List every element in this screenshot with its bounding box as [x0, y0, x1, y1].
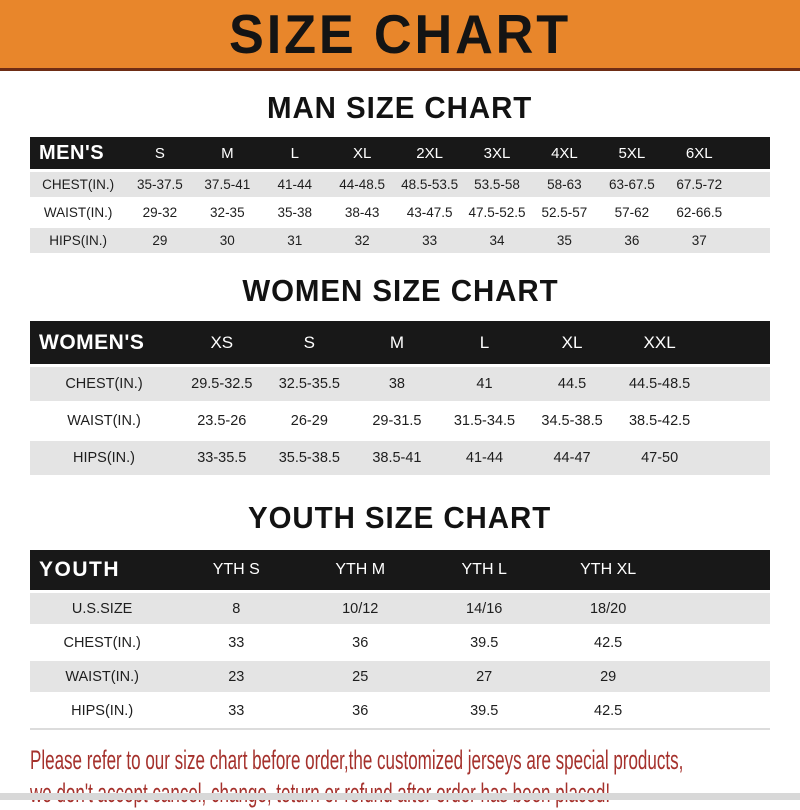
men-size-table — [30, 134, 770, 256]
youth-value-1-3: 42.5 — [546, 627, 670, 658]
women-value-0-1: 32.5-35.5 — [266, 367, 354, 401]
women-value-1-3: 31.5-34.5 — [441, 404, 529, 438]
size-chart-banner — [0, 0, 800, 71]
men-measurement-row-1 — [30, 200, 770, 225]
women-value-0-2: 38 — [353, 367, 441, 401]
men-size-header-4: 2XL — [396, 137, 463, 169]
youth-row-label-0: U.S.SIZE — [30, 593, 174, 624]
women-value-2-1: 35.5-38.5 — [266, 441, 354, 475]
youth-value-3-1: 36 — [298, 695, 422, 726]
men-size-header-1: M — [194, 137, 261, 169]
women-row-spacer-0 — [703, 367, 770, 401]
bottom-edge-strip — [0, 793, 800, 800]
youth-measurement-row-2 — [30, 661, 770, 692]
youth-row-label-1: CHEST(IN.) — [30, 627, 174, 658]
men-value-0-8: 67.5-72 — [666, 172, 733, 197]
youth-measurement-row-1 — [30, 627, 770, 658]
youth-size-header-0: YTH S — [174, 550, 298, 590]
youth-value-3-0: 33 — [174, 695, 298, 726]
men-group-label: MEN'S — [30, 137, 126, 169]
men-size-header-8: 6XL — [666, 137, 733, 169]
men-header-spacer — [733, 137, 770, 169]
women-value-2-5: 47-50 — [616, 441, 704, 475]
men-value-0-2: 41-44 — [261, 172, 328, 197]
men-value-2-3: 32 — [328, 228, 395, 253]
women-section-heading-text: WOMEN SIZE CHART — [241, 273, 559, 308]
men-value-1-0: 29-32 — [126, 200, 193, 225]
men-value-0-7: 63-67.5 — [598, 172, 665, 197]
women-row-label-1: WAIST(IN.) — [30, 404, 178, 438]
men-size-header-6: 4XL — [531, 137, 598, 169]
men-value-0-6: 58-63 — [531, 172, 598, 197]
men-value-1-2: 35-38 — [261, 200, 328, 225]
women-measurement-row-1 — [30, 404, 770, 438]
men-size-header-5: 3XL — [463, 137, 530, 169]
youth-table-bottom-line — [30, 728, 770, 730]
footer-note-line1: Please refer to our size chart before order,the customized jerseys are special products, — [30, 745, 684, 775]
women-measurement-row-2 — [30, 441, 770, 475]
women-value-2-0: 33-35.5 — [178, 441, 266, 475]
men-value-1-6: 52.5-57 — [531, 200, 598, 225]
youth-value-2-1: 25 — [298, 661, 422, 692]
men-value-2-1: 30 — [194, 228, 261, 253]
men-section-heading — [0, 90, 800, 126]
men-value-2-5: 34 — [463, 228, 530, 253]
men-row-spacer-1 — [733, 200, 770, 225]
men-row-label-2: HIPS(IN.) — [30, 228, 126, 253]
men-size-header-7: 5XL — [598, 137, 665, 169]
youth-row-spacer-3 — [670, 695, 770, 726]
women-value-0-4: 44.5 — [528, 367, 616, 401]
women-row-spacer-2 — [703, 441, 770, 475]
men-value-1-8: 62-66.5 — [666, 200, 733, 225]
youth-row-spacer-2 — [670, 661, 770, 692]
women-size-table — [30, 318, 770, 478]
youth-value-2-0: 23 — [174, 661, 298, 692]
women-value-0-5: 44.5-48.5 — [616, 367, 704, 401]
women-measurement-row-0 — [30, 367, 770, 401]
women-value-0-0: 29.5-32.5 — [178, 367, 266, 401]
women-row-label-0: CHEST(IN.) — [30, 367, 178, 401]
men-section-heading-text: MAN SIZE CHART — [267, 90, 533, 125]
women-value-1-2: 29-31.5 — [353, 404, 441, 438]
women-size-header-2: M — [353, 321, 441, 364]
youth-measurement-row-0 — [30, 593, 770, 624]
youth-row-spacer-1 — [670, 627, 770, 658]
women-value-1-0: 23.5-26 — [178, 404, 266, 438]
women-row-spacer-1 — [703, 404, 770, 438]
youth-value-2-2: 27 — [422, 661, 546, 692]
youth-header-spacer — [670, 550, 770, 590]
men-row-label-1: WAIST(IN.) — [30, 200, 126, 225]
women-size-header-3: L — [441, 321, 529, 364]
women-value-1-4: 34.5-38.5 — [528, 404, 616, 438]
men-value-0-5: 53.5-58 — [463, 172, 530, 197]
youth-value-0-0: 8 — [174, 593, 298, 624]
youth-row-label-3: HIPS(IN.) — [30, 695, 174, 726]
men-value-2-7: 36 — [598, 228, 665, 253]
women-size-header-4: XL — [528, 321, 616, 364]
youth-value-0-2: 14/16 — [422, 593, 546, 624]
footer-note — [30, 744, 800, 810]
youth-size-header-3: YTH XL — [546, 550, 670, 590]
men-value-0-4: 48.5-53.5 — [396, 172, 463, 197]
men-value-1-3: 38-43 — [328, 200, 395, 225]
women-size-header-0: XS — [178, 321, 266, 364]
men-value-2-8: 37 — [666, 228, 733, 253]
women-size-header-1: S — [266, 321, 354, 364]
men-value-0-3: 44-48.5 — [328, 172, 395, 197]
men-value-2-2: 31 — [261, 228, 328, 253]
youth-value-1-0: 33 — [174, 627, 298, 658]
men-value-1-4: 43-47.5 — [396, 200, 463, 225]
men-header-row — [30, 137, 770, 169]
women-header-spacer — [703, 321, 770, 364]
men-size-header-2: L — [261, 137, 328, 169]
youth-value-3-3: 42.5 — [546, 695, 670, 726]
men-value-1-7: 57-62 — [598, 200, 665, 225]
youth-row-label-2: WAIST(IN.) — [30, 661, 174, 692]
youth-value-3-2: 39.5 — [422, 695, 546, 726]
youth-size-table — [30, 547, 770, 729]
women-value-2-4: 44-47 — [528, 441, 616, 475]
men-row-label-0: CHEST(IN.) — [30, 172, 126, 197]
men-value-2-0: 29 — [126, 228, 193, 253]
youth-value-2-3: 29 — [546, 661, 670, 692]
youth-group-label: YOUTH — [30, 550, 174, 590]
men-value-0-1: 37.5-41 — [194, 172, 261, 197]
women-value-0-3: 41 — [441, 367, 529, 401]
women-value-1-5: 38.5-42.5 — [616, 404, 704, 438]
men-size-header-3: XL — [328, 137, 395, 169]
women-value-2-2: 38.5-41 — [353, 441, 441, 475]
youth-row-spacer-0 — [670, 593, 770, 624]
women-value-2-3: 41-44 — [441, 441, 529, 475]
men-value-1-5: 47.5-52.5 — [463, 200, 530, 225]
men-value-1-1: 32-35 — [194, 200, 261, 225]
men-row-spacer-0 — [733, 172, 770, 197]
men-value-2-6: 35 — [531, 228, 598, 253]
men-measurement-row-0 — [30, 172, 770, 197]
youth-size-header-1: YTH M — [298, 550, 422, 590]
youth-value-1-2: 39.5 — [422, 627, 546, 658]
men-value-0-0: 35-37.5 — [126, 172, 193, 197]
women-value-1-1: 26-29 — [266, 404, 354, 438]
youth-value-0-1: 10/12 — [298, 593, 422, 624]
youth-section-heading — [0, 500, 800, 536]
youth-value-1-1: 36 — [298, 627, 422, 658]
men-size-header-0: S — [126, 137, 193, 169]
men-row-spacer-2 — [733, 228, 770, 253]
women-group-label: WOMEN'S — [30, 321, 178, 364]
women-row-label-2: HIPS(IN.) — [30, 441, 178, 475]
women-header-row — [30, 321, 770, 364]
youth-section-heading-text: YOUTH SIZE CHART — [248, 500, 552, 535]
men-measurement-row-2 — [30, 228, 770, 253]
youth-header-row — [30, 550, 770, 590]
youth-measurement-row-3 — [30, 695, 770, 726]
youth-value-0-3: 18/20 — [546, 593, 670, 624]
women-size-header-5: XXL — [616, 321, 704, 364]
banner-title: SIZE CHART — [229, 3, 571, 65]
women-section-heading — [0, 273, 800, 309]
youth-size-header-2: YTH L — [422, 550, 546, 590]
men-value-2-4: 33 — [396, 228, 463, 253]
